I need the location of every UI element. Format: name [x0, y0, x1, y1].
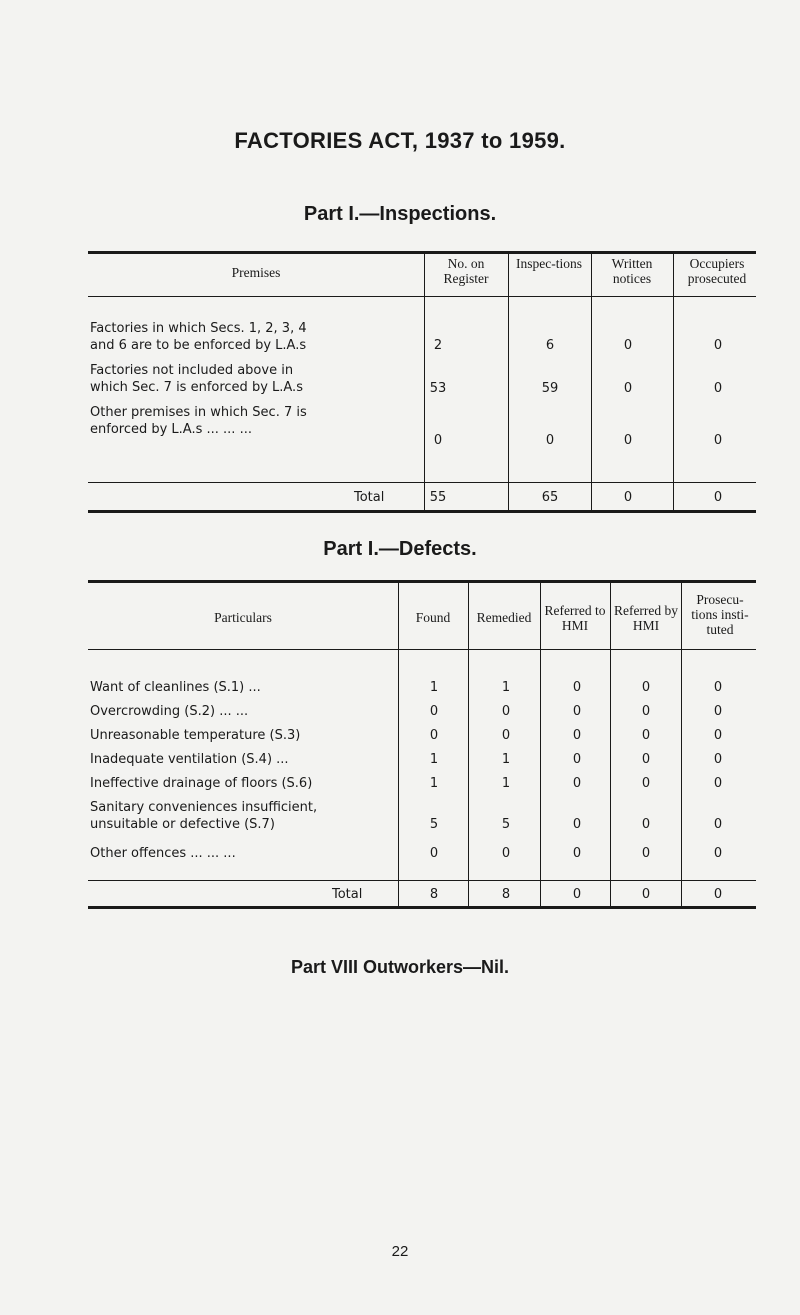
- value-referred-to-hmi: 0: [572, 704, 582, 719]
- row-label: Ineffective drainage of floors (S.6): [90, 776, 313, 791]
- total-label: Total: [354, 490, 385, 505]
- row-label: Other premises in which Sec. 7 is: [90, 405, 307, 420]
- value-occupiers-prosecuted: 0: [713, 381, 723, 396]
- value-inspections: 0: [545, 433, 555, 448]
- value-occupiers-prosecuted: 0: [713, 338, 723, 353]
- value-referred-by-hmi: 0: [641, 776, 651, 791]
- total-referred-by-hmi: 0: [641, 887, 651, 902]
- value-found: 1: [429, 680, 439, 695]
- row-label: unsuitable or defective (S.7): [90, 817, 275, 832]
- total-occupiers-prosecuted: 0: [713, 490, 723, 505]
- value-referred-to-hmi: 0: [572, 752, 582, 767]
- header-no-on-register: No. on Register: [443, 256, 489, 286]
- value-inspections: 59: [541, 381, 559, 396]
- value-found: 0: [429, 728, 439, 743]
- value-referred-to-hmi: 0: [572, 728, 582, 743]
- total-referred-to-hmi: 0: [572, 887, 582, 902]
- value-referred-to-hmi: 0: [572, 817, 582, 832]
- value-inspections: 6: [545, 338, 555, 353]
- value-written-notices: 0: [623, 381, 633, 396]
- header-inspections: Inspec-tions: [516, 256, 582, 271]
- row-label: Unreasonable temperature (S.3): [90, 728, 301, 743]
- value-referred-by-hmi: 0: [641, 680, 651, 695]
- value-referred-by-hmi: 0: [641, 728, 651, 743]
- header-referred-by-hmi: Referred by HMI: [613, 603, 679, 633]
- value-referred-to-hmi: 0: [572, 680, 582, 695]
- row-label: Factories in which Secs. 1, 2, 3, 4: [90, 321, 307, 336]
- value-referred-to-hmi: 0: [572, 846, 582, 861]
- value-referred-by-hmi: 0: [641, 704, 651, 719]
- defects-title: Part I.—Defects.: [323, 538, 477, 560]
- inspections-title: Part I.—Inspections.: [303, 203, 497, 225]
- header-remedied: Remedied: [476, 610, 532, 625]
- page-number: 22: [391, 1243, 409, 1260]
- value-found: 5: [429, 817, 439, 832]
- header-prosecutions-instituted: Prosecu-tions insti-tuted: [691, 592, 749, 637]
- value-prosecutions: 0: [713, 776, 723, 791]
- value-referred-by-hmi: 0: [641, 846, 651, 861]
- value-prosecutions: 0: [713, 704, 723, 719]
- value-register: 0: [433, 433, 443, 448]
- row-label: Overcrowding (S.2) ... ...: [90, 704, 249, 719]
- total-found: 8: [429, 887, 439, 902]
- value-occupiers-prosecuted: 0: [713, 433, 723, 448]
- row-label: enforced by L.A.s ... ... ...: [90, 422, 252, 437]
- value-found: 0: [429, 704, 439, 719]
- row-label: which Sec. 7 is enforced by L.A.s: [90, 380, 303, 395]
- value-found: 1: [429, 776, 439, 791]
- header-particulars: Particulars: [214, 610, 272, 625]
- total-remedied: 8: [501, 887, 511, 902]
- value-remedied: 1: [501, 680, 511, 695]
- value-prosecutions: 0: [713, 817, 723, 832]
- value-remedied: 0: [501, 728, 511, 743]
- value-prosecutions: 0: [713, 752, 723, 767]
- value-found: 1: [429, 752, 439, 767]
- value-remedied: 5: [501, 817, 511, 832]
- outworkers-title: Part VIII Outworkers—Nil.: [290, 957, 510, 977]
- page-title: FACTORIES ACT, 1937 to 1959.: [234, 128, 566, 153]
- row-label: and 6 are to be enforced by L.A.s: [90, 338, 307, 353]
- row-label: Factories not included above in: [90, 363, 294, 378]
- value-found: 0: [429, 846, 439, 861]
- row-label: Want of cleanlines (S.1) ...: [90, 680, 261, 695]
- value-referred-by-hmi: 0: [641, 817, 651, 832]
- total-inspections: 65: [541, 490, 559, 505]
- row-label: Sanitary conveniences insufficient,: [90, 800, 318, 815]
- header-premises: Premises: [231, 265, 281, 280]
- value-written-notices: 0: [623, 338, 633, 353]
- row-label: Other offences ... ... ...: [90, 846, 236, 861]
- value-register: 53: [429, 381, 447, 396]
- header-written-notices: Written notices: [611, 256, 653, 286]
- value-prosecutions: 0: [713, 680, 723, 695]
- header-referred-to-hmi: Referred to HMI: [544, 603, 606, 633]
- value-remedied: 0: [501, 846, 511, 861]
- header-occupiers-prosecuted: Occupiers prosecuted: [687, 256, 747, 286]
- total-register: 55: [429, 490, 447, 505]
- row-label: Inadequate ventilation (S.4) ...: [90, 752, 289, 767]
- value-prosecutions: 0: [713, 846, 723, 861]
- value-remedied: 1: [501, 752, 511, 767]
- value-register: 2: [433, 338, 443, 353]
- value-remedied: 0: [501, 704, 511, 719]
- total-prosecutions: 0: [713, 887, 723, 902]
- value-written-notices: 0: [623, 433, 633, 448]
- value-prosecutions: 0: [713, 728, 723, 743]
- value-referred-by-hmi: 0: [641, 752, 651, 767]
- header-found: Found: [415, 610, 451, 625]
- total-label: Total: [332, 887, 363, 902]
- total-written-notices: 0: [623, 490, 633, 505]
- value-referred-to-hmi: 0: [572, 776, 582, 791]
- value-remedied: 1: [501, 776, 511, 791]
